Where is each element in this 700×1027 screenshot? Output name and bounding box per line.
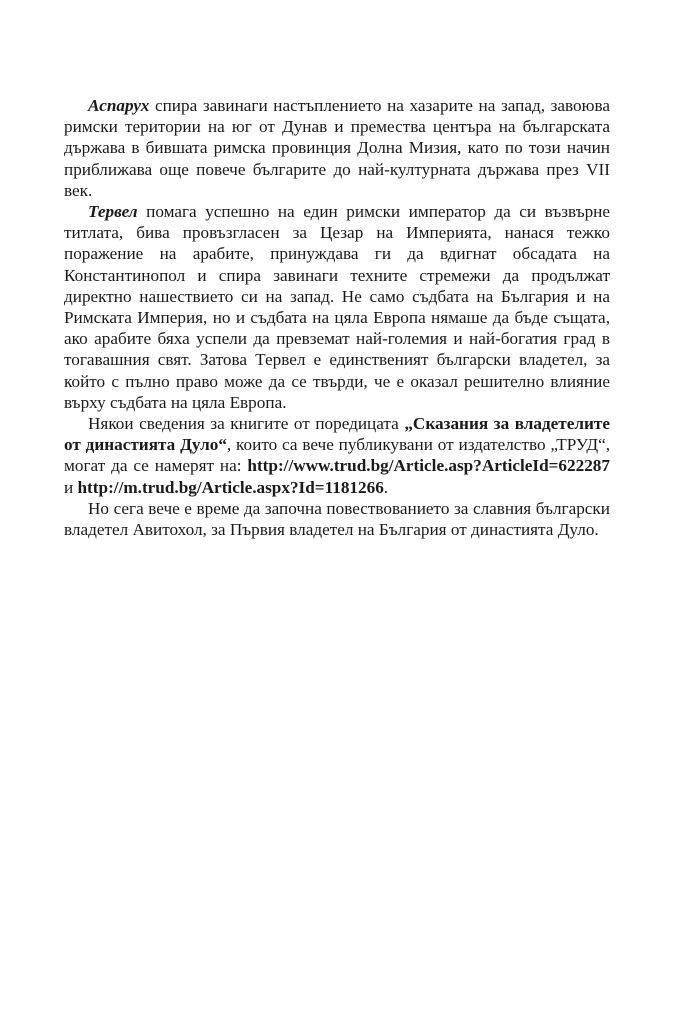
link-trud-article-2[interactable]: http://m.trud.bg/Article.aspx?Id=1181266 — [77, 477, 384, 497]
link-trud-article-1[interactable]: http://www.trud.bg/Article.asp?ArticleId=622287 — [247, 456, 610, 476]
paragraph-asparuh — [64, 95, 610, 201]
paragraph-asparuh-text: спира завинаги настъплението на хазарите на запад, завоюва римски територии на юг от Дунав и премества центъра на българската държава в бившата римска провинция Долна Мизия, като по този начин приближава още повече българите до най-културната държава през VII век. — [64, 96, 610, 200]
name-tervel: Тервел — [88, 202, 138, 222]
series-intro-text: Някои сведения за книгите от поредицата — [88, 414, 405, 434]
paragraph-series-info — [64, 413, 610, 498]
name-asparuh: Аспарух — [88, 96, 150, 115]
paragraph-avitohol-text: Но сега вече е време да започна повествованието за славния български владетел Авитохол, за Първия владетел на България от династията Дуло. — [64, 498, 610, 540]
paragraph-avitohol — [64, 498, 610, 540]
series-title: „Сказания за владетелите от династията Дуло“ — [64, 414, 610, 455]
series-conj-text: и — [64, 477, 78, 497]
paragraph-tervel — [64, 201, 610, 413]
paragraph-tervel-text: помага успешно на един римски император да си възвърне титлата, бива провъзгласен за Цезар на Империята, нанася тежко поражение на арабите, принуждава ги да вдигнат обсадата на Константинопол и спира завинаги техните стремежи да продължат директно нашествието си на запад. Не само съдбата на България и на Римската Империя, но и съдбата на цяла Европа нямаше да бъде същата, ако арабите бяха успели да превземат най-големия и най-богатия град в тогавашния свят. Затова Тервел е единственият български владетел, за който с пълно право може да се твърди, че е оказал решително влияние върху съдбата на цяла Европа. — [64, 202, 610, 412]
body-text — [64, 95, 610, 540]
series-middle-text: , които са вече публикувани от издателство „ТРУД“, могат да се намерят на: — [64, 435, 610, 476]
series-end-text: . — [383, 477, 389, 497]
